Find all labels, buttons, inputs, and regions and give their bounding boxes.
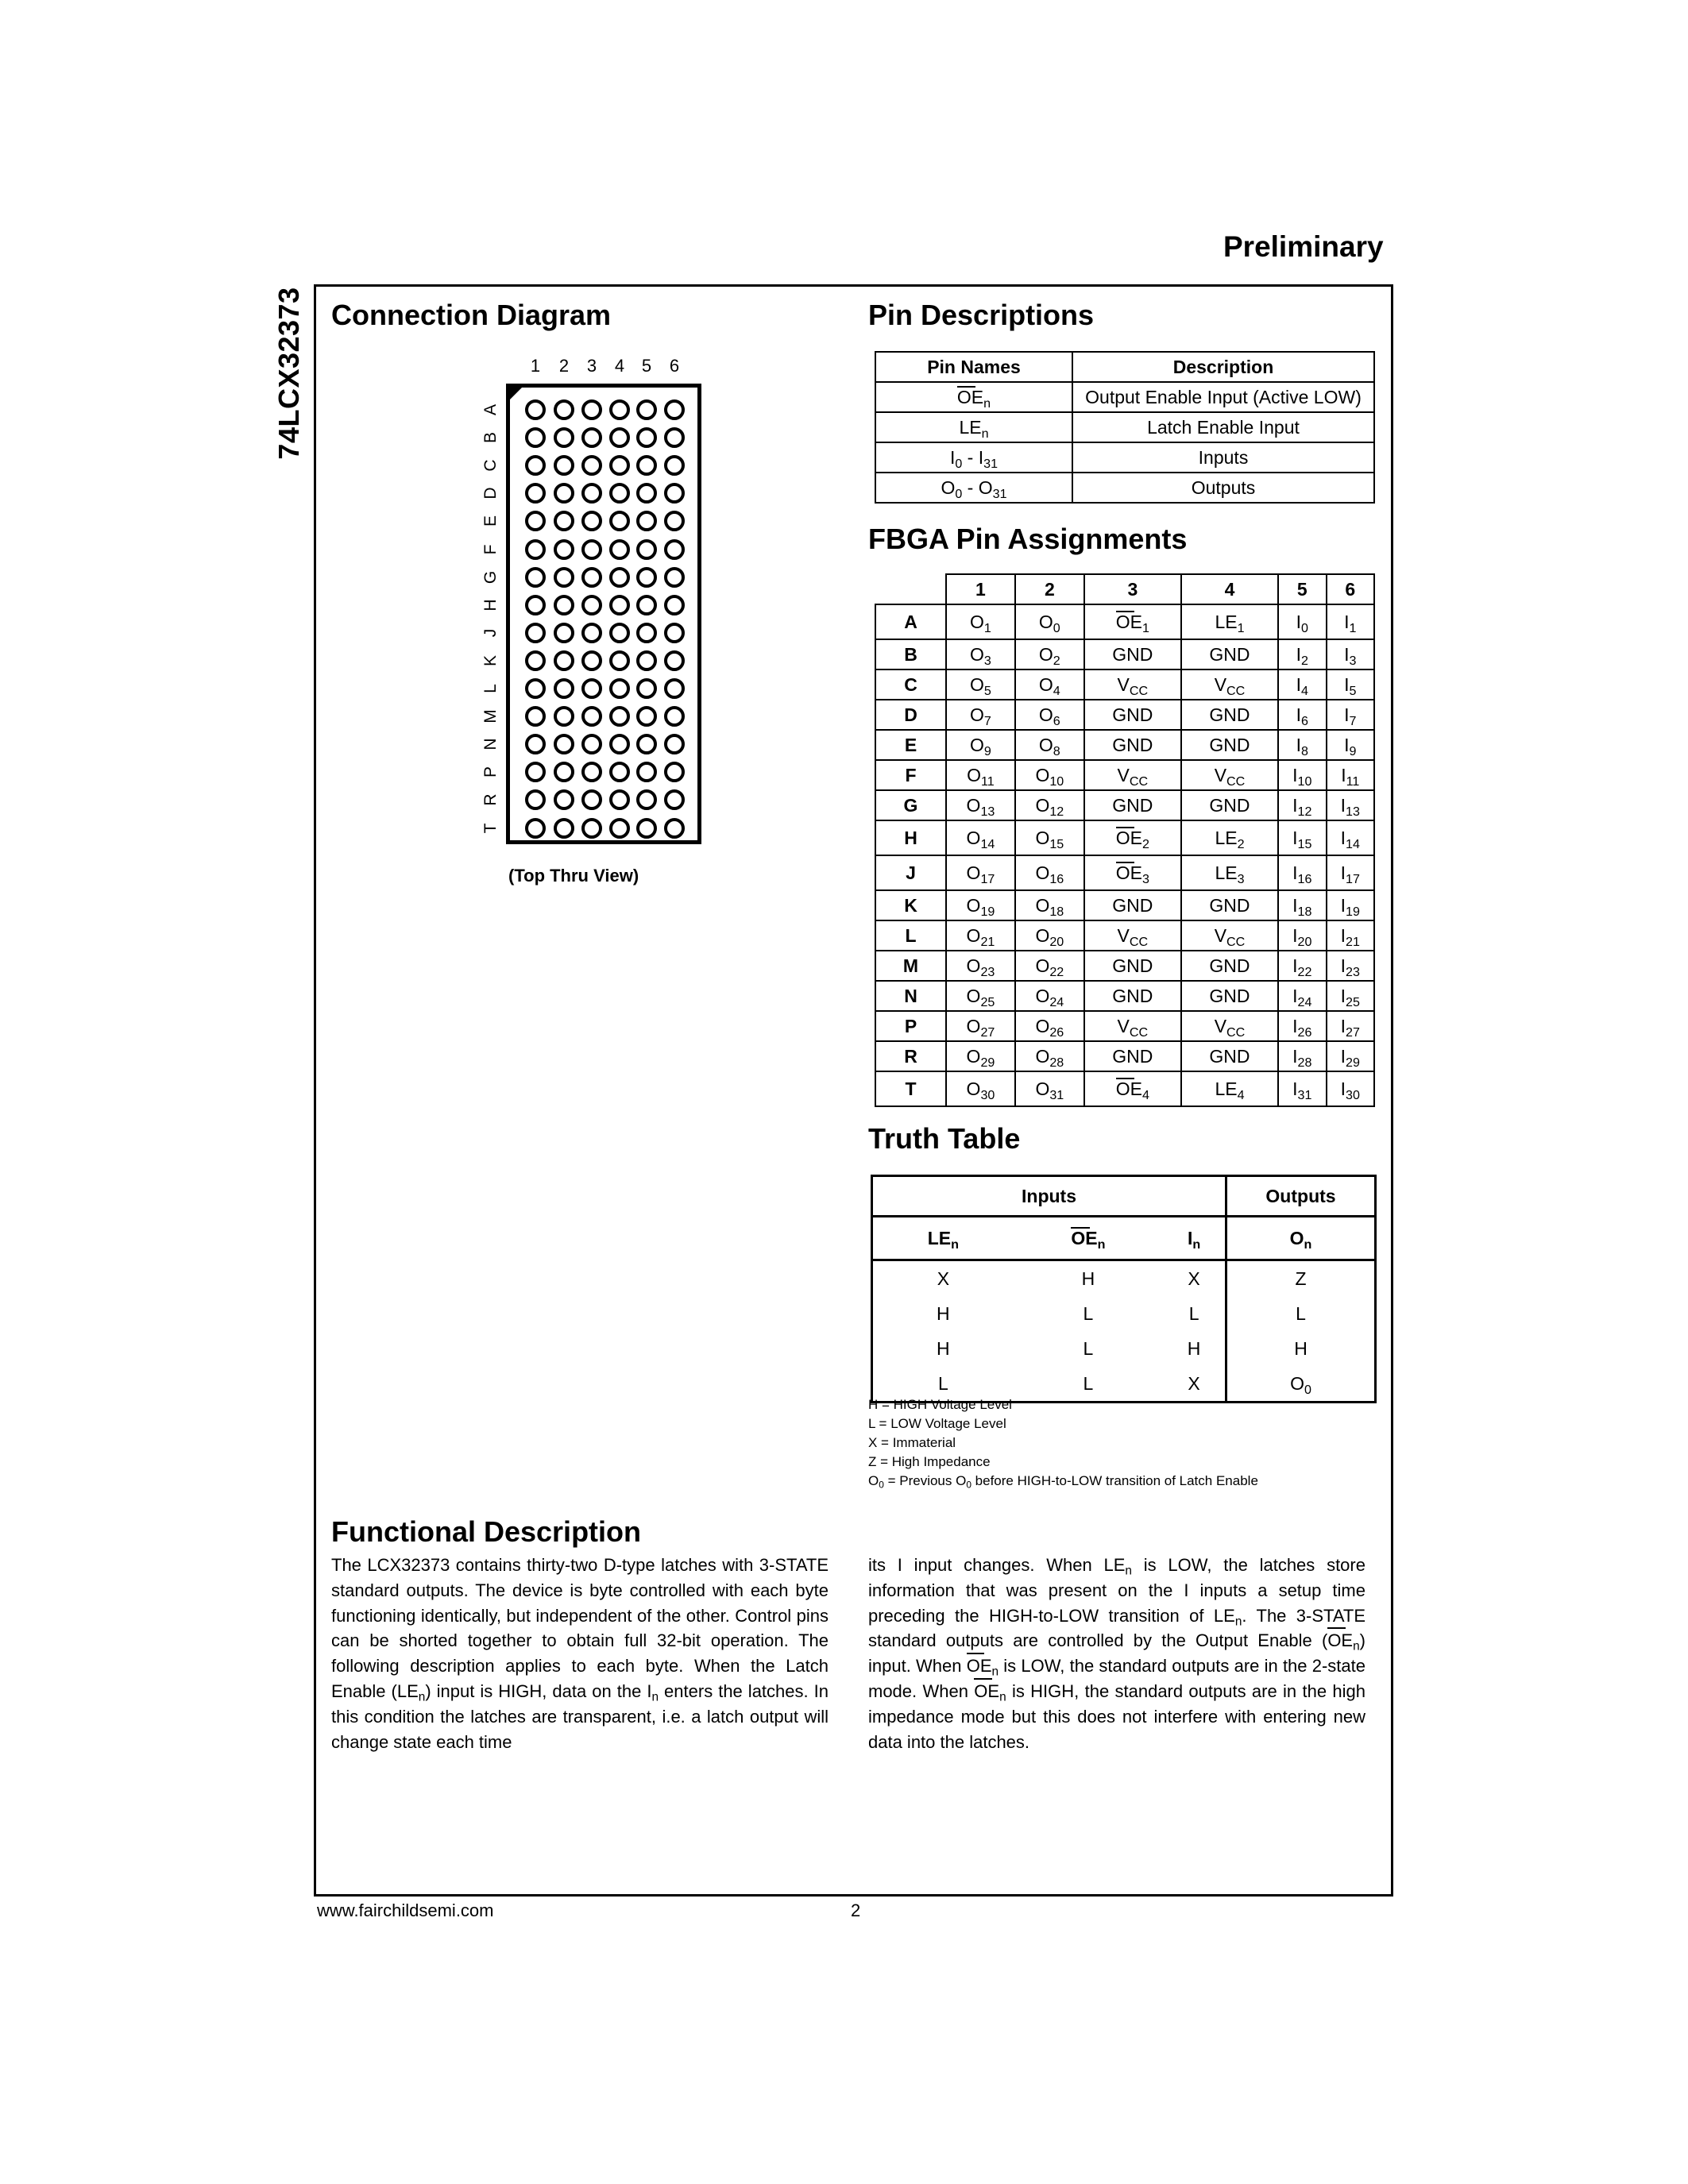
solder-ball-G5 (636, 567, 657, 588)
fbga-cell: $I_{15}$ (1278, 820, 1326, 855)
fbga-cell: $I_2$ (1278, 639, 1326, 669)
fbga-cell: $I_{11}$ (1327, 760, 1374, 790)
fbga-cell: $I_{28}$ (1278, 1041, 1326, 1071)
fbga-cell: $O_8$ (1015, 730, 1084, 760)
fbga-cell: $I_{20}$ (1278, 920, 1326, 951)
fbga-row-label: L (875, 920, 946, 951)
fbga-cell: $I_{27}$ (1327, 1011, 1374, 1041)
solder-ball-J4 (609, 623, 630, 643)
table-row (875, 855, 1374, 890)
fbga-cell: $I_3$ (1327, 639, 1374, 669)
fbga-cell: $I_{13}$ (1327, 790, 1374, 820)
fbga-cell: $O_0$ (1015, 604, 1084, 639)
solder-ball-B1 (525, 427, 546, 448)
fbga-row-label: T (875, 1071, 946, 1106)
fbga-col-header: 2 (1015, 574, 1084, 604)
table-row (875, 1041, 1374, 1071)
truth-cell: L (1083, 1372, 1094, 1394)
fbga-cell: $O_{15}$ (1015, 820, 1084, 855)
solder-ball-K5 (636, 650, 657, 671)
fbga-cell: GND (1181, 951, 1278, 981)
solder-ball-N4 (609, 734, 630, 754)
col-header-pin-names: Pin Names (875, 352, 1072, 382)
fbga-cell: $I_{14}$ (1327, 820, 1374, 855)
fbga-cell: $O_{25}$ (946, 981, 1015, 1011)
solder-ball-M6 (664, 706, 685, 727)
fbga-cell: GND (1084, 639, 1181, 669)
fbga-cell: GND (1181, 1041, 1278, 1071)
functional-description-title: Functional Description (331, 1515, 642, 1548)
blank-corner (875, 574, 946, 604)
fbga-cell: GND (1181, 700, 1278, 730)
fbga-cell: GND (1181, 981, 1278, 1011)
solder-ball-L5 (636, 678, 657, 699)
col-header-description: Description (1072, 352, 1374, 382)
ball-column-numbers (518, 356, 701, 380)
truth-cell: X (937, 1268, 950, 1289)
solder-ball-A3 (581, 399, 602, 420)
table-row (875, 382, 1374, 412)
solder-ball-H6 (664, 595, 685, 615)
truth-table-legend (868, 1395, 1258, 1491)
solder-ball-M5 (636, 706, 657, 727)
fbga-col-header: 5 (1278, 574, 1326, 604)
solder-ball-H4 (609, 595, 630, 615)
solder-ball-G2 (554, 567, 574, 588)
ball-column-number: 6 (669, 356, 680, 376)
fbga-cell: $I_5$ (1327, 669, 1374, 700)
preliminary-label: Preliminary (1223, 230, 1384, 263)
fbga-cell: $I_{17}$ (1327, 855, 1374, 890)
solder-ball-J1 (525, 623, 546, 643)
fbga-cell: $LE_4$ (1181, 1071, 1278, 1106)
fbga-cell: $LE_2$ (1181, 820, 1278, 855)
fbga-cell: $O_{26}$ (1015, 1011, 1084, 1041)
part-number-side-title: 74LCX32373 (272, 287, 305, 460)
fbga-row-label: F (875, 760, 946, 790)
fbga-cell: $V_{CC}$ (1181, 669, 1278, 700)
solder-ball-J5 (636, 623, 657, 643)
table-row (875, 442, 1374, 473)
fbga-cell: $O_{20}$ (1015, 920, 1084, 951)
solder-ball-J2 (554, 623, 574, 643)
ball-row-letter: G (481, 570, 500, 584)
legend-line: $O_0$ = Previous $O_0$ before HIGH-to-LOW transition of Latch Enable (868, 1473, 1258, 1491)
solder-ball-G6 (664, 567, 685, 588)
truth-cell: L (1188, 1302, 1199, 1324)
legend-line: L = LOW Voltage Level (868, 1416, 1006, 1431)
fbga-cell: $OE_3$ (1084, 855, 1181, 890)
ball-column-number: 5 (641, 356, 652, 376)
solder-ball-F5 (636, 539, 657, 560)
fbga-cell: GND (1084, 790, 1181, 820)
col-header-le: $LE_n$ (872, 1217, 1014, 1260)
solder-ball-G4 (609, 567, 630, 588)
table-row (875, 1011, 1374, 1041)
ball-row-letter: F (481, 544, 500, 554)
fbga-cell: GND (1084, 951, 1181, 981)
fbga-cell: $O_1$ (946, 604, 1015, 639)
fbga-cell: $V_{CC}$ (1084, 669, 1181, 700)
fbga-cell: $I_{19}$ (1327, 890, 1374, 920)
fbga-col-header: 4 (1181, 574, 1278, 604)
fbga-cell: $I_{10}$ (1278, 760, 1326, 790)
truth-cell: Z (1226, 1260, 1376, 1297)
ball-column-number: 2 (558, 356, 570, 376)
fbga-row-label: M (875, 951, 946, 981)
fbga-cell: $O_{14}$ (946, 820, 1015, 855)
fbga-cell: $I_{22}$ (1278, 951, 1326, 981)
fbga-cell: $O_{12}$ (1015, 790, 1084, 820)
truth-cell: L (1226, 1296, 1376, 1331)
pin-description-cell: Output Enable Input (Active LOW) (1072, 382, 1374, 412)
legend-line: Z = High Impedance (868, 1454, 991, 1469)
fbga-cell: $I_{31}$ (1278, 1071, 1326, 1106)
fbga-cell: $I_{30}$ (1327, 1071, 1374, 1106)
solder-ball-B4 (609, 427, 630, 448)
pin-name-cell: $OE_n$ (875, 382, 1072, 412)
fbga-row-label: H (875, 820, 946, 855)
solder-ball-J6 (664, 623, 685, 643)
fbga-cell: GND (1181, 639, 1278, 669)
pin-name-cell: $LE_n$ (875, 412, 1072, 442)
truth-cell: L (1083, 1302, 1094, 1324)
fbga-col-header: 1 (946, 574, 1015, 604)
truth-cell: X (1188, 1372, 1200, 1394)
functional-description-left-column: The LCX32373 contains thirty-two D-type latches with 3-STATE standard outputs. The device is byte controlled with each byte functioning identically, but independent of the other. Control pins can be shorted together to obtain full 32-bit operation. The following description applies to each byte. When the Latch Enable $(LE_n)$ input is HIGH, data on the $I_n$ enters the latches. In this condition the latches are transparent, i.e. a latch output will change state each time (331, 1555, 829, 1752)
solder-ball-N3 (581, 734, 602, 754)
fbga-cell: $I_1$ (1327, 604, 1374, 639)
solder-ball-B5 (636, 427, 657, 448)
table-row (875, 920, 1374, 951)
fbga-cell: $I_{29}$ (1327, 1041, 1374, 1071)
ball-row-letter: D (481, 487, 500, 500)
solder-ball-A5 (636, 399, 657, 420)
fbga-cell: $I_{21}$ (1327, 920, 1374, 951)
ball-row-letter: H (481, 599, 500, 612)
fbga-cell: $LE_1$ (1181, 604, 1278, 639)
solder-ball-G3 (581, 567, 602, 588)
solder-ball-T5 (636, 818, 657, 839)
fbga-cell: $O_{23}$ (946, 951, 1015, 981)
fbga-cell: GND (1181, 890, 1278, 920)
solder-ball-N5 (636, 734, 657, 754)
fbga-row-label: R (875, 1041, 946, 1071)
connection-diagram-title: Connection Diagram (331, 299, 612, 331)
solder-ball-A1 (525, 399, 546, 420)
solder-ball-T6 (664, 818, 685, 839)
ball-column-number: 4 (614, 356, 625, 376)
solder-ball-T1 (525, 818, 546, 839)
solder-ball-F1 (525, 539, 546, 560)
solder-ball-B2 (554, 427, 574, 448)
solder-ball-M3 (581, 706, 602, 727)
solder-ball-F6 (664, 539, 685, 560)
fbga-cell: $OE_4$ (1084, 1071, 1181, 1106)
solder-ball-L6 (664, 678, 685, 699)
ball-row-letter: N (481, 738, 500, 751)
pin-description-cell: Latch Enable Input (1072, 412, 1374, 442)
solder-ball-N1 (525, 734, 546, 754)
fbga-cell: $O_{31}$ (1015, 1071, 1084, 1106)
solder-ball-H2 (554, 595, 574, 615)
solder-ball-C3 (581, 455, 602, 476)
ball-column-number: 1 (530, 356, 541, 376)
table-row (875, 473, 1374, 503)
fbga-cell: $I_6$ (1278, 700, 1326, 730)
solder-ball-N2 (554, 734, 574, 754)
footer-url[interactable]: www.fairchildsemi.com (317, 1900, 494, 1920)
solder-ball-F3 (581, 539, 602, 560)
table-row (875, 790, 1374, 820)
ball-row-letter: J (481, 628, 500, 638)
table-row (875, 604, 1374, 639)
table-row (875, 760, 1374, 790)
table-row (875, 951, 1374, 981)
truth-cell: H (937, 1302, 950, 1324)
truth-table-title: Truth Table (868, 1122, 1021, 1155)
solder-ball-L4 (609, 678, 630, 699)
ball-row-letter: R (481, 793, 500, 806)
solder-ball-K6 (664, 650, 685, 671)
solder-ball-L1 (525, 678, 546, 699)
fbga-cell: $O_{22}$ (1015, 951, 1084, 981)
fbga-cell: $V_{CC}$ (1084, 1011, 1181, 1041)
pin-descriptions-title: Pin Descriptions (868, 299, 1095, 331)
fbga-cell: $O_{11}$ (946, 760, 1015, 790)
pin-name-cell: $O_0 - O_{31}$ (875, 473, 1072, 503)
table-row (872, 1331, 1376, 1366)
solder-ball-C4 (609, 455, 630, 476)
truth-cell: H (1081, 1268, 1095, 1289)
ball-column-number: 3 (586, 356, 597, 376)
col-header-oe: $OE_n$ (1014, 1217, 1163, 1260)
fbga-cell: $O_2$ (1015, 639, 1084, 669)
fbga-row-label: D (875, 700, 946, 730)
ball-row-letter: P (481, 766, 500, 778)
col-header-i: $I_n$ (1163, 1217, 1226, 1260)
fbga-cell: GND (1084, 890, 1181, 920)
solder-ball-B3 (581, 427, 602, 448)
fbga-row-label: N (875, 981, 946, 1011)
fbga-cell: GND (1084, 981, 1181, 1011)
fbga-row-label: P (875, 1011, 946, 1041)
solder-ball-J3 (581, 623, 602, 643)
truth-table (871, 1175, 1377, 1403)
ball-row-letter: T (481, 823, 500, 833)
ball-row-letter: M (481, 709, 500, 723)
truth-cell: L (1083, 1337, 1094, 1359)
solder-ball-H3 (581, 595, 602, 615)
truth-cell: H (937, 1337, 950, 1359)
ball-row-letter: B (481, 432, 500, 444)
legend-line: H = HIGH Voltage Level (868, 1397, 1012, 1412)
solder-ball-M4 (609, 706, 630, 727)
fbga-col-header: 6 (1327, 574, 1374, 604)
ball-row-letter: E (481, 515, 500, 527)
solder-ball-N6 (664, 734, 685, 754)
fbga-cell: $V_{CC}$ (1181, 760, 1278, 790)
fbga-cell: GND (1084, 730, 1181, 760)
table-row (875, 890, 1374, 920)
functional-description-right-column: its I input changes. When $LE_n$ is LOW, the latches store information that was present on the I inputs a setup time preceding the HIGH-to-LOW transition of $LE_n$. The 3-STATE standard outputs are controlled by the Output Enable $(OE_n)$ input. When $OE_n$ is LOW, the standard outputs are in the 2-state mode. When $OE_n$ is HIGH, the standard outputs are in the high impedance mode but this does not interfere with entering new data into the latches. (868, 1555, 1365, 1752)
fbga-cell: $O_{16}$ (1015, 855, 1084, 890)
solder-ball-B6 (664, 427, 685, 448)
ball-row-letter: L (481, 684, 500, 693)
solder-ball-A2 (554, 399, 574, 420)
fbga-col-header: 3 (1084, 574, 1181, 604)
ball-row-letter: C (481, 459, 500, 472)
fbga-cell: $O_{28}$ (1015, 1041, 1084, 1071)
fbga-cell: $O_{17}$ (946, 855, 1015, 890)
table-row (875, 1071, 1374, 1106)
solder-ball-F4 (609, 539, 630, 560)
fbga-cell: $I_{16}$ (1278, 855, 1326, 890)
solder-ball-L3 (581, 678, 602, 699)
inputs-group-header: Inputs (872, 1176, 1226, 1217)
solder-ball-C2 (554, 455, 574, 476)
solder-ball-H5 (636, 595, 657, 615)
ball-row-letter: A (481, 404, 500, 416)
table-row (875, 730, 1374, 760)
truth-cell: L (937, 1372, 948, 1394)
fbga-title: FBGA Pin Assignments (868, 523, 1188, 555)
fbga-row-label: C (875, 669, 946, 700)
truth-cell: $O_0$ (1226, 1366, 1376, 1403)
fbga-cell: $O_{19}$ (946, 890, 1015, 920)
solder-ball-T3 (581, 818, 602, 839)
truth-cell: X (1188, 1268, 1200, 1289)
table-row (875, 669, 1374, 700)
fbga-cell: $I_{24}$ (1278, 981, 1326, 1011)
solder-ball-G1 (525, 567, 546, 588)
solder-ball-M2 (554, 706, 574, 727)
table-row (875, 412, 1374, 442)
fbga-cell: GND (1084, 700, 1181, 730)
footer-page-number: 2 (851, 1900, 861, 1920)
solder-ball-T4 (609, 818, 630, 839)
fbga-cell: $I_{12}$ (1278, 790, 1326, 820)
diagram-caption: (Top Thru View) (508, 866, 639, 886)
fbga-cell: $I_{18}$ (1278, 890, 1326, 920)
fbga-cell: $I_9$ (1327, 730, 1374, 760)
solder-ball-C5 (636, 455, 657, 476)
fbga-cell: $O_5$ (946, 669, 1015, 700)
fbga-cell: $O_{18}$ (1015, 890, 1084, 920)
fbga-row-label: E (875, 730, 946, 760)
solder-ball-C6 (664, 455, 685, 476)
fbga-cell: $O_{27}$ (946, 1011, 1015, 1041)
pin-name-cell: $I_0 - I_{31}$ (875, 442, 1072, 473)
fbga-cell: $V_{CC}$ (1084, 920, 1181, 951)
fbga-pin-assignments-table (875, 573, 1375, 1107)
fbga-cell: $O_{21}$ (946, 920, 1015, 951)
fbga-cell: $LE_3$ (1181, 855, 1278, 890)
col-header-o: $O_n$ (1226, 1217, 1376, 1260)
fbga-row-label: K (875, 890, 946, 920)
fbga-cell: $OE_2$ (1084, 820, 1181, 855)
fbga-row-label: A (875, 604, 946, 639)
solder-ball-F2 (554, 539, 574, 560)
fbga-cell: $V_{CC}$ (1181, 1011, 1278, 1041)
solder-ball-A4 (609, 399, 630, 420)
fbga-cell: $I_8$ (1278, 730, 1326, 760)
truth-cell: H (1187, 1337, 1201, 1359)
solder-ball-M1 (525, 706, 546, 727)
fbga-cell: $O_3$ (946, 639, 1015, 669)
solder-ball-L2 (554, 678, 574, 699)
legend-line: X = Immaterial (868, 1435, 956, 1450)
fbga-cell: $OE_1$ (1084, 604, 1181, 639)
fbga-cell: $O_{30}$ (946, 1071, 1015, 1106)
fbga-cell: $O_7$ (946, 700, 1015, 730)
table-row (875, 700, 1374, 730)
fbga-cell: GND (1181, 790, 1278, 820)
fbga-row-label: B (875, 639, 946, 669)
fbga-cell: $O_{10}$ (1015, 760, 1084, 790)
fbga-cell: $I_{26}$ (1278, 1011, 1326, 1041)
table-row (875, 639, 1374, 669)
fbga-cell: GND (1084, 1041, 1181, 1071)
fbga-cell: $V_{CC}$ (1181, 920, 1278, 951)
solder-ball-T2 (554, 818, 574, 839)
table-row (875, 820, 1374, 855)
pin-description-cell: Inputs (1072, 442, 1374, 473)
solder-ball-K1 (525, 650, 546, 671)
solder-ball-A6 (664, 399, 685, 420)
pin-description-cell: Outputs (1072, 473, 1374, 503)
fbga-cell: $I_0$ (1278, 604, 1326, 639)
pin-descriptions-table (875, 351, 1375, 504)
fbga-cell: GND (1181, 730, 1278, 760)
solder-ball-K3 (581, 650, 602, 671)
table-row (872, 1296, 1376, 1331)
fbga-cell: $V_{CC}$ (1084, 760, 1181, 790)
fbga-cell: $I_4$ (1278, 669, 1326, 700)
solder-ball-K2 (554, 650, 574, 671)
truth-cell: H (1226, 1331, 1376, 1366)
fbga-row-label: J (875, 855, 946, 890)
table-row (872, 1260, 1376, 1297)
pin-a1-corner-marker (506, 384, 526, 403)
solder-ball-H1 (525, 595, 546, 615)
fbga-row-label: G (875, 790, 946, 820)
fbga-cell: $I_7$ (1327, 700, 1374, 730)
outputs-group-header: Outputs (1226, 1176, 1376, 1217)
fbga-cell: $O_{24}$ (1015, 981, 1084, 1011)
fbga-cell: $O_{29}$ (946, 1041, 1015, 1071)
solder-ball-K4 (609, 650, 630, 671)
fbga-cell: $O_{13}$ (946, 790, 1015, 820)
ball-row-letter: K (481, 654, 500, 666)
fbga-cell: $I_{25}$ (1327, 981, 1374, 1011)
fbga-cell: $O_4$ (1015, 669, 1084, 700)
table-row (875, 981, 1374, 1011)
fbga-cell: $O_9$ (946, 730, 1015, 760)
solder-ball-C1 (525, 455, 546, 476)
fbga-cell: $I_{23}$ (1327, 951, 1374, 981)
fbga-cell: $O_6$ (1015, 700, 1084, 730)
